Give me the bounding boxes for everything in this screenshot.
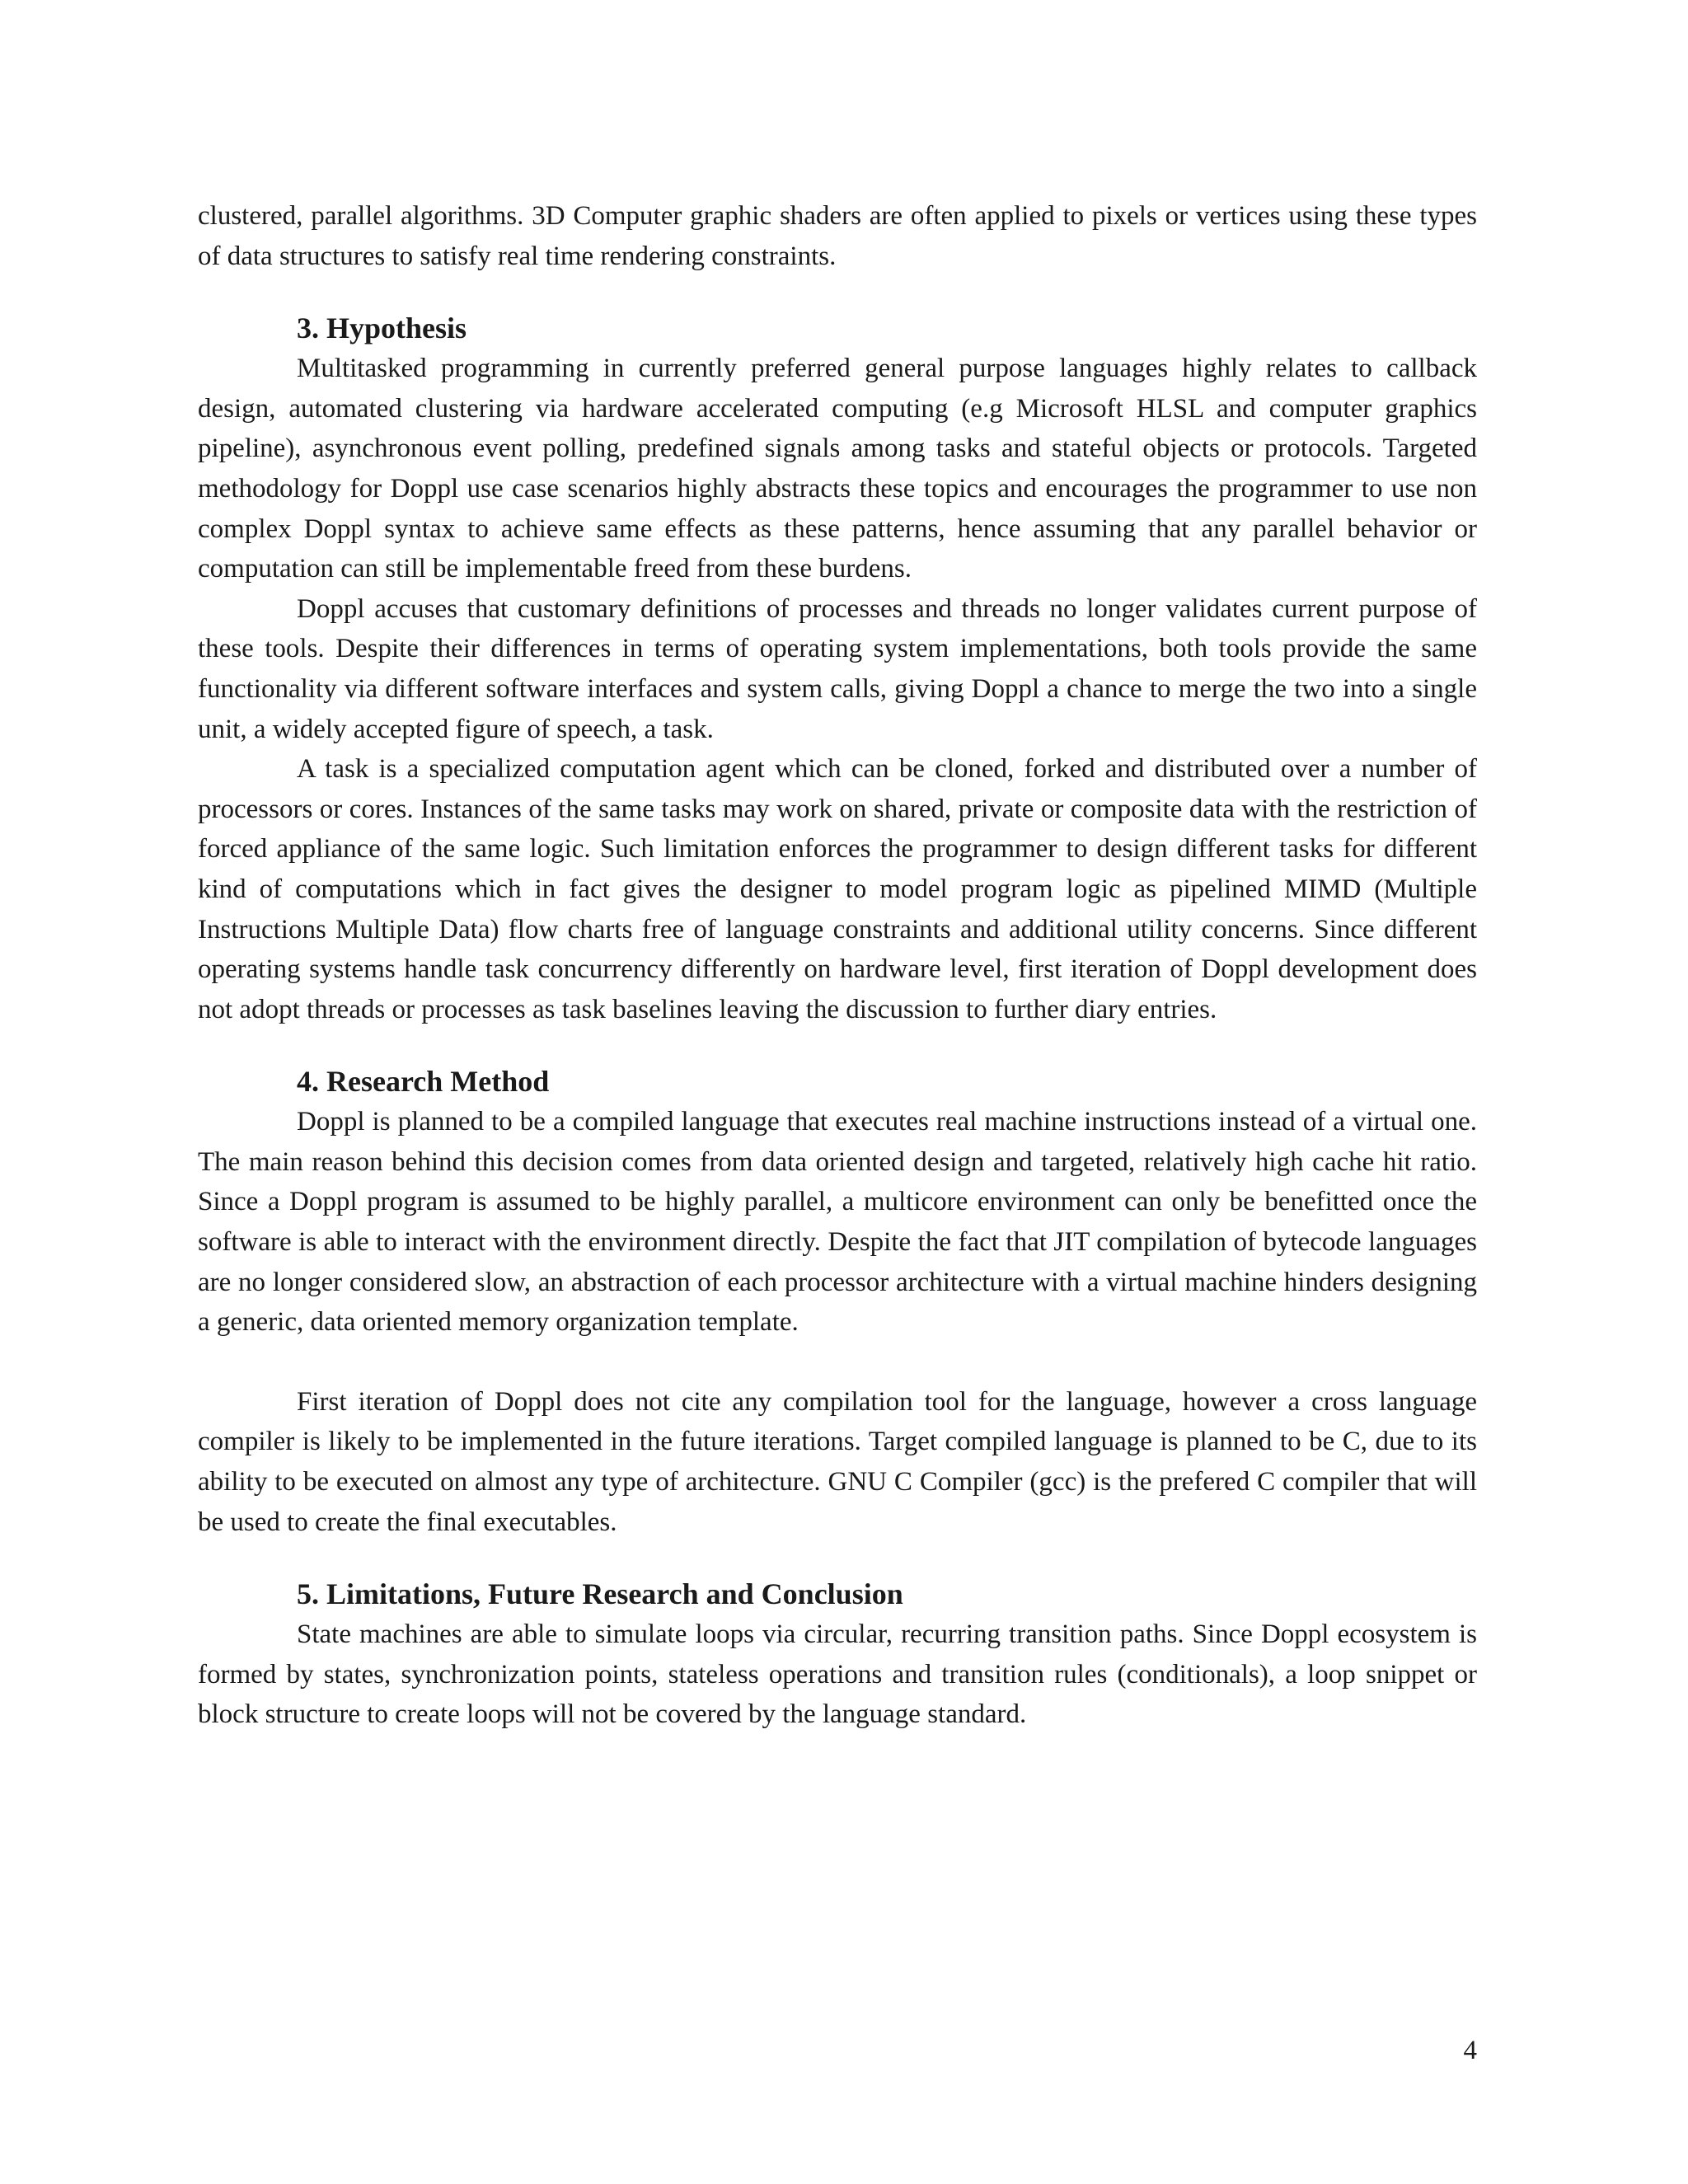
hypothesis-paragraph-2: Doppl accuses that customary definitions of processes and threads no longer validates current purpose of these tools. Despite their differences in terms of operating system implementations, both tools provide the same functionality via different software interfaces and system calls, giving Doppl a chance to merge the two into a single unit, a widely accepted figure of speech, a task. <box>198 593 1477 744</box>
intro-paragraph: clustered, parallel algorithms. 3D Computer graphic shaders are often applied to pixels or vertices using these types of data structures to satisfy real time rendering constraints. <box>198 201 1477 271</box>
research-method-paragraph-1: Doppl is planned to be a compiled language that executes real machine instructions instead of a virtual one. The main reason behind this decision comes from data oriented design and targeted, relatively high cache hit ratio. Since a Doppl program is assumed to be highly parallel, a multicore environment can only be benefitted once the software is able to interact with the environment directly. Despite the fact that JIT compilation of bytecode languages are no longer considered slow, an abstraction of each processor architecture with a virtual machine hinders designing a generic, data oriented memory organization template. <box>198 1107 1477 1338</box>
limitations-paragraph-1: State machines are able to simulate loops via circular, recurring transition paths. Since Doppl ecosystem is formed by states, synchronization points, stateless operations and transition rules (conditionals), a loop snippet or block structure to create loops will not be covered by the language standard. <box>198 1619 1477 1730</box>
hypothesis-paragraph-3: A task is a specialized computation agent which can be cloned, forked and distributed over a number of processors or cores. Instances of the same tasks may work on shared, private or composite data with the restriction of forced appliance of the same logic. Such limitation enforces the programmer to design different tasks for different kind of computations which in fact gives the designer to model program logic as pipelined MIMD (Multiple Instructions Multiple Data) flow charts free of language constraints and additional utility concerns. Since different operating systems handle task concurrency differently on hardware level, first iteration of Doppl development does not adopt threads or processes as task baselines leaving the discussion to further diary entries. <box>198 754 1477 1024</box>
research-method-paragraph-2: First iteration of Doppl does not cite any compilation tool for the language, however a cross language compiler is likely to be implemented in the future iterations. Target compiled language is planned to be C, due to its ability to be executed on almost any type of architecture. GNU C Compiler (gcc) is the prefered C compiler that will be used to create the final executables. <box>198 1386 1477 1537</box>
section-heading-limitations: 5. Limitations, Future Research and Conclusion <box>297 1577 903 1611</box>
section-heading-hypothesis: 3. Hypothesis <box>297 312 467 345</box>
page-number: 4 <box>1463 2036 1477 2065</box>
hypothesis-paragraph-1: Multitasked programming in currently preferred general purpose languages highly relates to callback design, automated clustering via hardware accelerated computing (e.g Microsoft HLSL and computer graphics pipeline), asynchronous event polling, predefined signals among tasks and stateful objects or protocols. Targeted methodology for Doppl use case scenarios highly abstracts these topics and encourages the programmer to use non complex Doppl syntax to achieve same effects as these patterns, hence assuming that any parallel behavior or computation can still be implementable freed from these burdens. <box>198 354 1477 584</box>
section-heading-research-method: 4. Research Method <box>297 1065 550 1099</box>
page-body <box>198 196 1477 1735</box>
